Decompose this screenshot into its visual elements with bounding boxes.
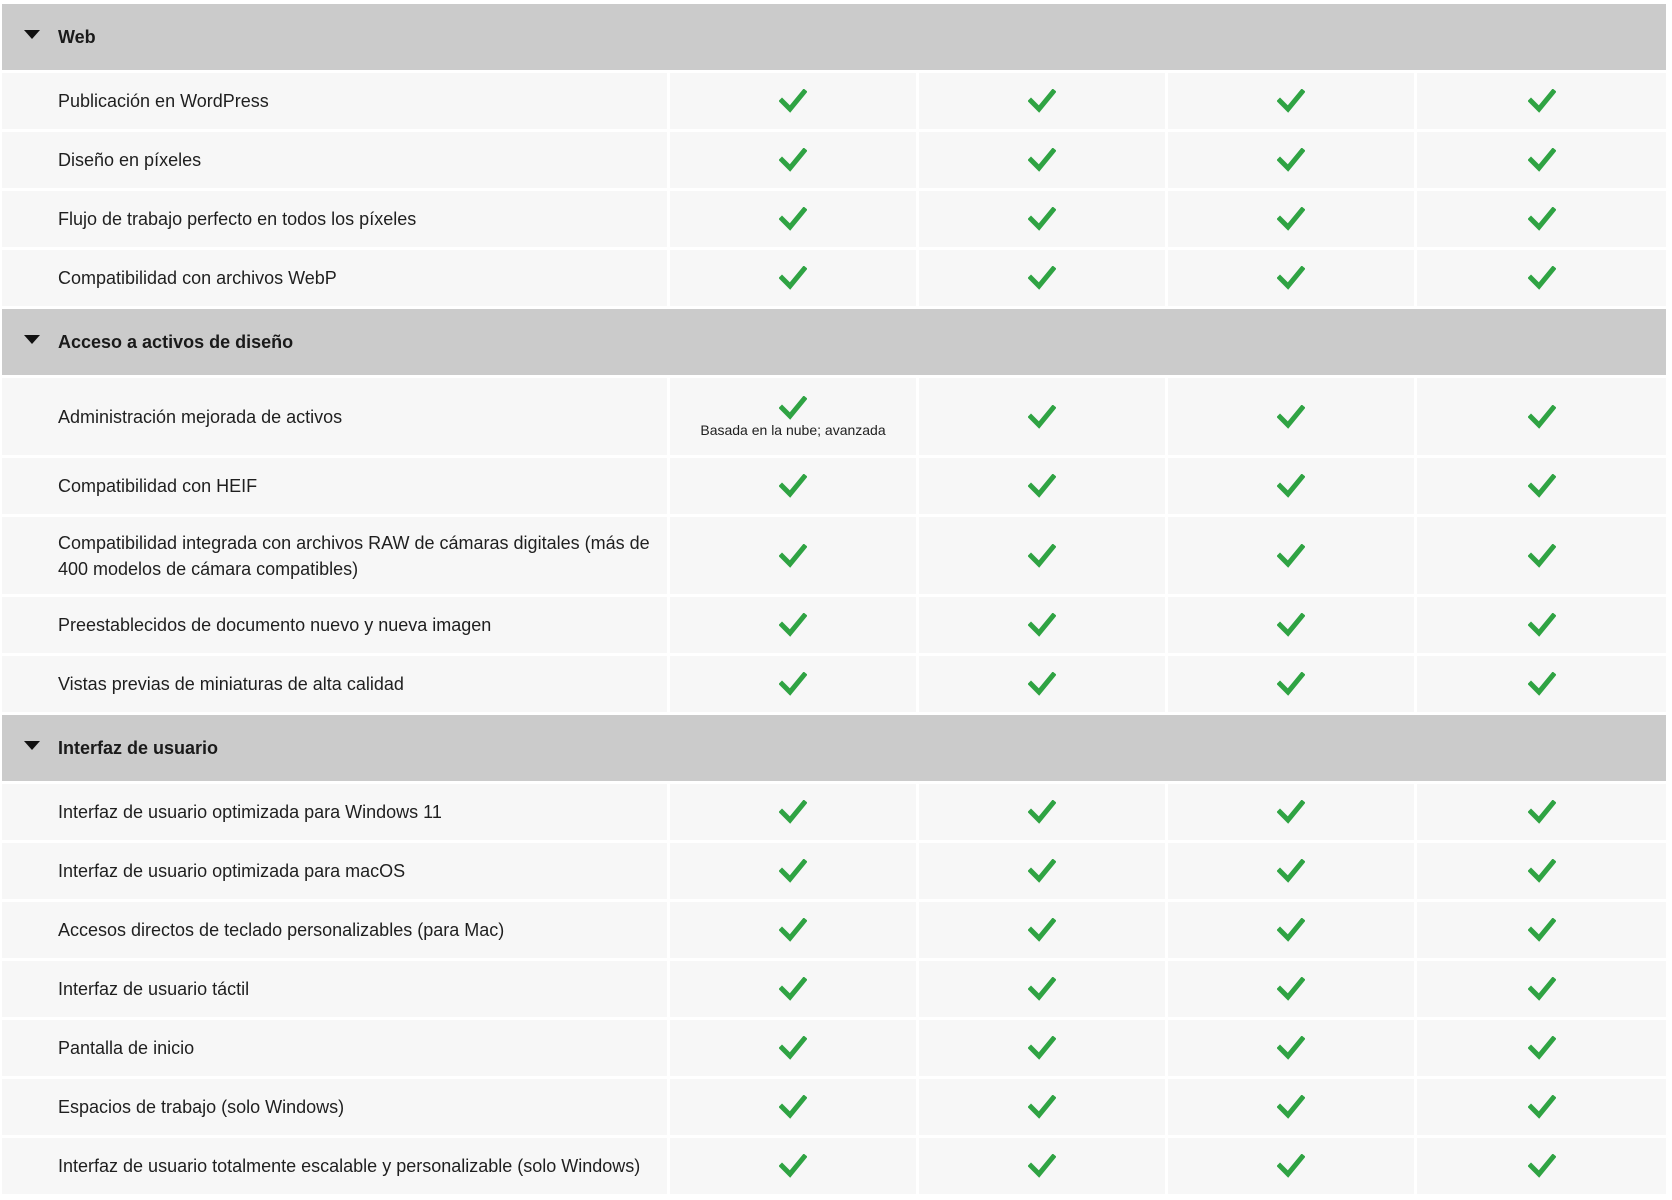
check-cell xyxy=(919,1020,1168,1076)
check-cell xyxy=(670,517,919,594)
check-cell xyxy=(919,656,1168,712)
check-icon xyxy=(779,266,807,290)
check-cell xyxy=(670,656,919,712)
feature-row xyxy=(2,250,1666,309)
check-icon xyxy=(779,613,807,637)
check-cell xyxy=(1417,784,1666,840)
check-icon xyxy=(1277,977,1305,1001)
check-icon xyxy=(779,918,807,942)
check-cell xyxy=(919,378,1168,455)
check-cell xyxy=(670,843,919,899)
feature-row xyxy=(2,1079,1666,1138)
caret-down-icon[interactable] xyxy=(24,30,40,39)
check-cell xyxy=(670,378,919,455)
check-cell xyxy=(670,1138,919,1194)
check-cell xyxy=(919,1138,1168,1194)
check-cell xyxy=(1168,843,1417,899)
check-icon xyxy=(779,474,807,498)
check-cell xyxy=(919,458,1168,514)
feature-comparison-table xyxy=(2,4,1666,1197)
check-cell xyxy=(1417,73,1666,129)
check-icon xyxy=(779,1036,807,1060)
check-cell xyxy=(670,1020,919,1076)
check-icon xyxy=(1277,474,1305,498)
check-icon xyxy=(1028,613,1056,637)
check-icon xyxy=(1528,474,1556,498)
check-icon xyxy=(779,1095,807,1119)
check-cell xyxy=(1168,191,1417,247)
check-icon xyxy=(1028,544,1056,568)
caret-down-icon[interactable] xyxy=(24,335,40,344)
feature-label: Compatibilidad con HEIF xyxy=(2,458,670,514)
check-cell xyxy=(670,902,919,958)
check-cell xyxy=(670,191,919,247)
feature-label: Interfaz de usuario totalmente escalable y personalizable (solo Windows) xyxy=(2,1138,670,1194)
check-icon xyxy=(1028,977,1056,1001)
check-icon xyxy=(1028,918,1056,942)
check-icon xyxy=(1028,672,1056,696)
feature-row xyxy=(2,656,1666,715)
feature-row xyxy=(2,191,1666,250)
feature-row xyxy=(2,1138,1666,1197)
check-cell xyxy=(919,250,1168,306)
check-icon xyxy=(1277,266,1305,290)
check-cell xyxy=(670,784,919,840)
check-cell xyxy=(1417,458,1666,514)
check-cell xyxy=(1168,132,1417,188)
check-cell xyxy=(1417,1138,1666,1194)
check-cell xyxy=(1417,378,1666,455)
check-icon xyxy=(1028,89,1056,113)
check-icon xyxy=(1028,1036,1056,1060)
feature-row xyxy=(2,73,1666,132)
section-title: Web xyxy=(58,26,96,47)
check-cell xyxy=(1168,1020,1417,1076)
check-cell xyxy=(919,961,1168,1017)
feature-label: Diseño en píxeles xyxy=(2,132,670,188)
feature-label: Pantalla de inicio xyxy=(2,1020,670,1076)
feature-row xyxy=(2,458,1666,517)
feature-label: Compatibilidad integrada con archivos RAW de cámaras digitales (más de 400 modelos de cámara compatibles) xyxy=(2,517,670,594)
section-header-user-interface[interactable] xyxy=(2,715,1666,784)
check-icon xyxy=(1528,207,1556,231)
check-cell xyxy=(1168,517,1417,594)
check-cell xyxy=(1168,1138,1417,1194)
check-icon xyxy=(1528,859,1556,883)
check-cell xyxy=(670,132,919,188)
feature-label: Interfaz de usuario optimizada para Windows 11 xyxy=(2,784,670,840)
feature-label: Accesos directos de teclado personalizables (para Mac) xyxy=(2,902,670,958)
check-cell xyxy=(1417,961,1666,1017)
check-cell xyxy=(1417,191,1666,247)
check-cell xyxy=(1168,250,1417,306)
check-icon xyxy=(1528,89,1556,113)
check-cell xyxy=(1168,458,1417,514)
check-cell xyxy=(1417,597,1666,653)
check-icon xyxy=(1277,544,1305,568)
feature-label: Flujo de trabajo perfecto en todos los píxeles xyxy=(2,191,670,247)
check-cell xyxy=(1417,656,1666,712)
check-icon xyxy=(1028,266,1056,290)
check-cell xyxy=(919,1079,1168,1135)
feature-label: Preestablecidos de documento nuevo y nueva imagen xyxy=(2,597,670,653)
check-icon xyxy=(1277,613,1305,637)
check-icon xyxy=(1528,800,1556,824)
check-icon xyxy=(1277,918,1305,942)
check-icon xyxy=(1277,800,1305,824)
section-title: Interfaz de usuario xyxy=(58,737,219,758)
feature-label: Espacios de trabajo (solo Windows) xyxy=(2,1079,670,1135)
section-header-design-assets[interactable] xyxy=(2,309,1666,378)
feature-row xyxy=(2,597,1666,656)
feature-label: Vistas previas de miniaturas de alta calidad xyxy=(2,656,670,712)
check-cell xyxy=(1168,597,1417,653)
check-icon xyxy=(1277,1036,1305,1060)
check-icon xyxy=(1528,918,1556,942)
check-cell xyxy=(1417,1020,1666,1076)
check-cell xyxy=(919,597,1168,653)
check-icon xyxy=(1277,89,1305,113)
check-cell xyxy=(1168,961,1417,1017)
check-icon xyxy=(1277,148,1305,172)
check-icon xyxy=(779,148,807,172)
feature-label: Administración mejorada de activos xyxy=(2,378,670,455)
feature-label: Interfaz de usuario optimizada para macOS xyxy=(2,843,670,899)
check-icon xyxy=(1528,148,1556,172)
check-icon xyxy=(1528,977,1556,1001)
check-cell xyxy=(919,132,1168,188)
check-icon xyxy=(1028,800,1056,824)
feature-label: Compatibilidad con archivos WebP xyxy=(2,250,670,306)
section-title: Acceso a activos de diseño xyxy=(58,331,294,352)
check-cell xyxy=(1417,843,1666,899)
check-cell xyxy=(1417,902,1666,958)
feature-row xyxy=(2,132,1666,191)
check-icon xyxy=(1028,1095,1056,1119)
check-cell xyxy=(919,517,1168,594)
check-note: Basada en la nube; avanzada xyxy=(700,421,886,438)
check-icon xyxy=(779,1154,807,1178)
check-icon xyxy=(1528,544,1556,568)
feature-row xyxy=(2,961,1666,1020)
feature-row xyxy=(2,378,1666,458)
check-icon xyxy=(779,859,807,883)
feature-row xyxy=(2,843,1666,902)
check-icon xyxy=(1277,1095,1305,1119)
feature-label: Interfaz de usuario táctil xyxy=(2,961,670,1017)
check-icon xyxy=(779,977,807,1001)
check-icon xyxy=(1528,672,1556,696)
check-cell xyxy=(1168,1079,1417,1135)
check-icon xyxy=(1028,405,1056,429)
check-icon xyxy=(779,800,807,824)
check-icon xyxy=(1028,474,1056,498)
check-icon xyxy=(1528,1095,1556,1119)
check-cell xyxy=(1417,517,1666,594)
check-cell xyxy=(919,843,1168,899)
check-icon xyxy=(1528,1036,1556,1060)
section-header-web[interactable] xyxy=(2,4,1666,73)
check-cell xyxy=(670,73,919,129)
check-icon xyxy=(779,544,807,568)
check-icon xyxy=(1028,207,1056,231)
check-cell xyxy=(670,961,919,1017)
caret-down-icon[interactable] xyxy=(24,741,40,750)
feature-row xyxy=(2,1020,1666,1079)
check-cell xyxy=(919,191,1168,247)
check-cell xyxy=(670,458,919,514)
check-icon xyxy=(1277,859,1305,883)
feature-row xyxy=(2,784,1666,843)
feature-row xyxy=(2,902,1666,961)
check-icon xyxy=(779,89,807,113)
check-cell xyxy=(1168,784,1417,840)
check-cell xyxy=(1168,902,1417,958)
check-icon xyxy=(1528,1154,1556,1178)
check-icon xyxy=(1528,405,1556,429)
check-cell xyxy=(1168,73,1417,129)
check-icon xyxy=(1277,672,1305,696)
check-icon xyxy=(1277,207,1305,231)
check-icon xyxy=(779,672,807,696)
check-icon xyxy=(779,207,807,231)
check-icon xyxy=(1028,148,1056,172)
check-cell xyxy=(670,250,919,306)
feature-row xyxy=(2,517,1666,597)
check-cell xyxy=(1417,132,1666,188)
feature-label: Publicación en WordPress xyxy=(2,73,670,129)
check-cell xyxy=(1417,1079,1666,1135)
check-icon xyxy=(779,396,807,420)
check-icon xyxy=(1528,613,1556,637)
check-icon xyxy=(1028,859,1056,883)
check-cell xyxy=(919,73,1168,129)
check-icon xyxy=(1277,1154,1305,1178)
check-cell xyxy=(670,597,919,653)
check-cell xyxy=(670,1079,919,1135)
check-cell xyxy=(919,902,1168,958)
check-icon xyxy=(1277,405,1305,429)
check-cell xyxy=(1168,378,1417,455)
check-cell xyxy=(1168,656,1417,712)
check-icon xyxy=(1028,1154,1056,1178)
check-cell xyxy=(919,784,1168,840)
check-cell xyxy=(1417,250,1666,306)
check-icon xyxy=(1528,266,1556,290)
